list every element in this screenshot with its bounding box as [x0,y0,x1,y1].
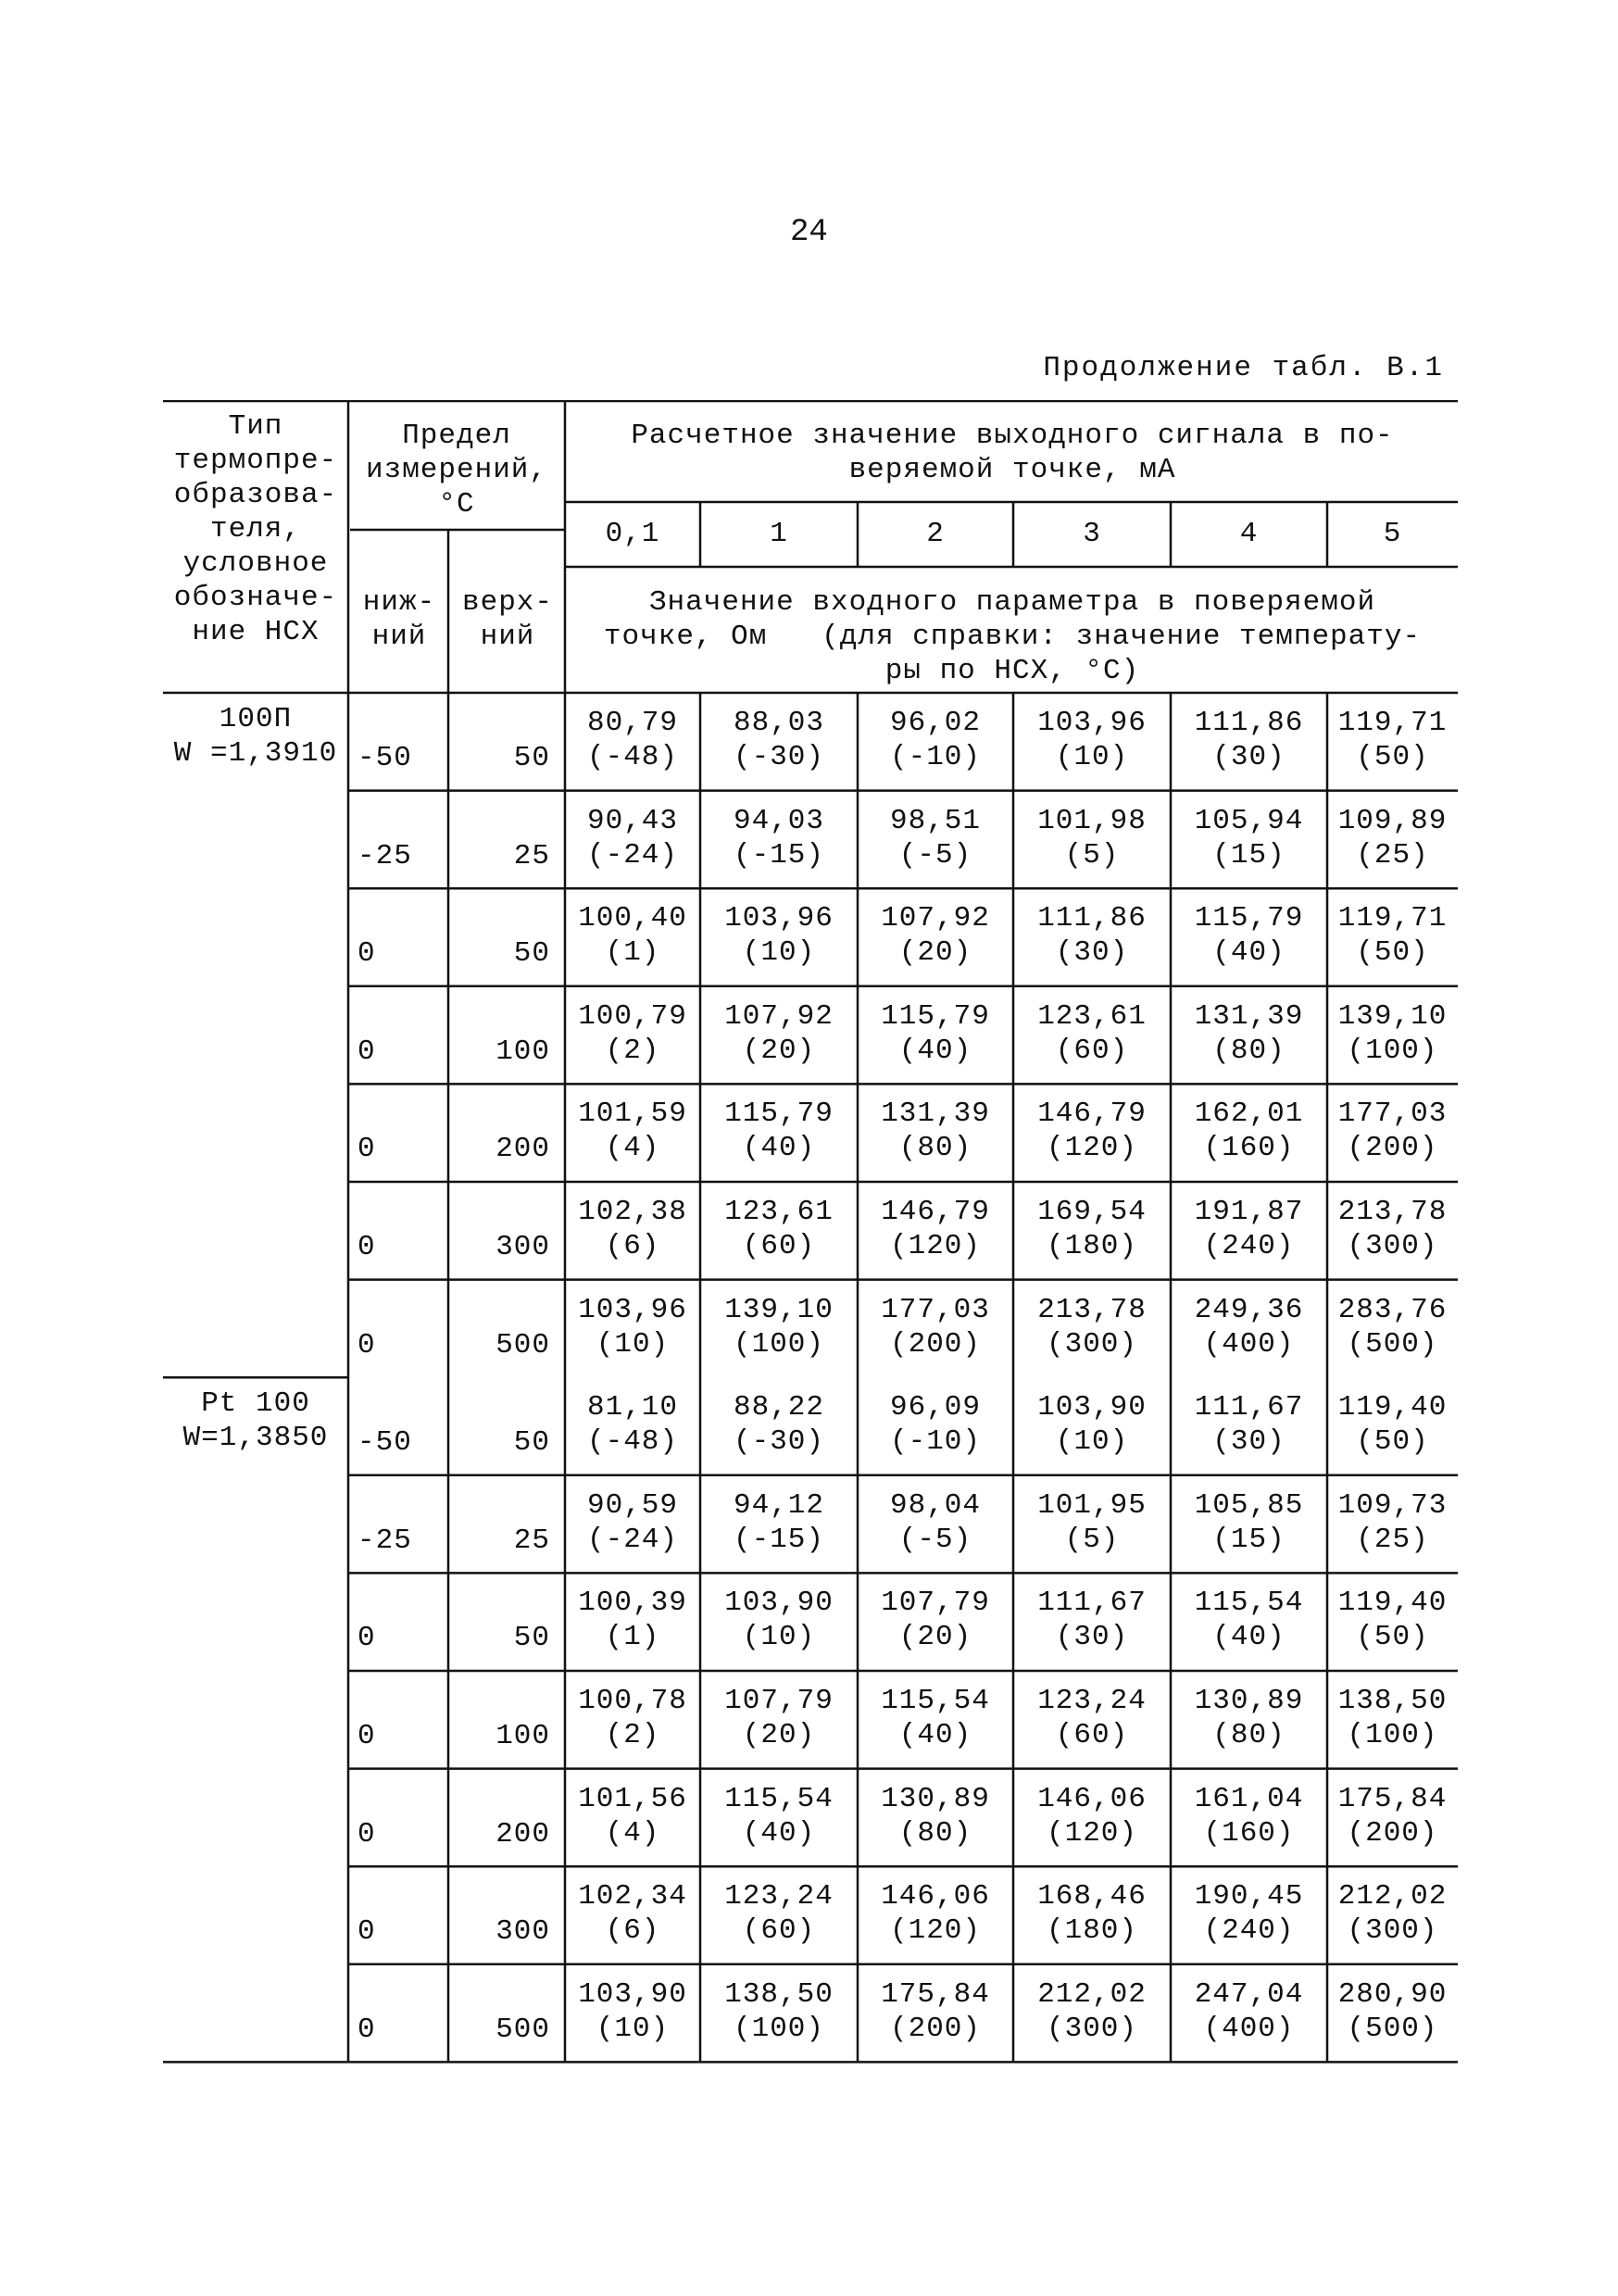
resistance-value-cell: 101,59 (4) [578,1098,687,1165]
resistance-value-cell: 177,03 (200) [1337,1098,1448,1165]
resistance-value-cell: 107,92 (20) [724,999,834,1067]
range-lower-value: 0 [357,1915,376,1949]
range-upper-value: 300 [495,1231,550,1263]
resistance-value-cell: 101,98 (5) [1037,804,1147,872]
resistance-value-cell: 109,89 (25) [1337,804,1448,872]
resistance-value-cell: 123,24 (60) [1037,1685,1147,1751]
sensor-type-label: Pt 100 W=1,3850 [182,1387,329,1455]
resistance-value-cell: 94,03 (-15) [733,804,824,872]
resistance-value-cell: 123,61 (60) [724,1196,834,1262]
resistance-value-cell: 146,06 (120) [1037,1782,1147,1850]
range-upper-value: 25 [513,1524,550,1557]
resistance-value-cell: 94,12 (-15) [733,1488,824,1556]
resistance-value-cell: 100,39 (1) [578,1587,687,1654]
resistance-value-cell: 247,04 (400) [1194,1977,1304,2045]
output-point-label: 5 [1383,518,1402,550]
page-number: 24 [790,215,828,250]
resistance-value-cell: 162,01 (160) [1194,1098,1304,1165]
range-upper-value: 100 [495,1720,550,1752]
table-continuation-caption: Продолжение табл. В.1 [1043,352,1444,384]
resistance-value-cell: 96,09 (-10) [889,1391,981,1459]
resistance-value-cell: 90,59 (-24) [586,1488,678,1556]
resistance-value-cell: 96,02 (-10) [889,707,981,773]
range-lower-value: -25 [357,1524,412,1557]
range-upper-value: 500 [495,1328,550,1361]
header-type-cell: Тип термопре- образова- теля, условное обозначе- ние НСХ [173,410,338,648]
resistance-value-cell: 107,79 (20) [881,1587,990,1654]
range-lower-value: 0 [357,937,376,971]
resistance-value-cell: 139,10 (100) [724,1293,834,1361]
resistance-value-cell: 131,39 (80) [881,1098,990,1165]
resistance-value-cell: 115,79 (40) [724,1098,834,1165]
header-range-cell: Предел измерений, °C [365,420,548,521]
resistance-value-cell: 103,96 (10) [578,1293,687,1361]
resistance-value-cell: 119,40 (50) [1337,1391,1448,1459]
resistance-value-cell: 103,96 (10) [724,902,834,970]
resistance-value-cell: 130,89 (80) [881,1782,990,1850]
resistance-value-cell: 103,90 (10) [578,1977,687,2045]
resistance-value-cell: 138,50 (100) [1337,1685,1448,1751]
resistance-value-cell: 107,92 (20) [881,902,990,970]
range-upper-value: 200 [495,1133,550,1166]
resistance-value-cell: 103,90 (10) [1037,1391,1147,1459]
resistance-value-cell: 102,34 (6) [578,1880,687,1948]
resistance-value-cell: 177,03 (200) [881,1293,990,1361]
range-upper-value: 500 [495,2013,550,2046]
resistance-value-cell: 105,94 (15) [1194,804,1304,872]
calibration-table [163,400,1458,2090]
range-upper-value: 50 [513,742,550,774]
resistance-value-cell: 191,87 (240) [1194,1196,1304,1262]
range-lower-value: -50 [357,742,412,774]
resistance-value-cell: 168,46 (180) [1037,1880,1147,1948]
resistance-value-cell: 115,79 (40) [1194,902,1304,970]
range-lower-value: 0 [357,1622,376,1655]
range-upper-value: 50 [513,1426,550,1460]
resistance-value-cell: 98,04 (-5) [889,1488,981,1556]
sensor-type-label: 100П W =1,3910 [173,703,338,770]
resistance-value-cell: 146,79 (120) [1037,1098,1147,1165]
resistance-value-cell: 138,50 (100) [724,1977,834,2045]
header-lower-cell: ниж- ний [362,586,436,653]
resistance-value-cell: 81,10 (-48) [586,1391,678,1459]
range-lower-value: 0 [357,1133,376,1166]
output-point-label: 2 [926,518,945,550]
resistance-value-cell: 161,04 (160) [1194,1782,1304,1850]
resistance-value-cell: 213,78 (300) [1337,1196,1448,1262]
range-upper-value: 100 [495,1035,550,1068]
resistance-value-cell: 103,96 (10) [1037,707,1147,773]
resistance-value-cell: 139,10 (100) [1337,999,1448,1067]
header-upper-cell: верх- ний [461,586,553,653]
resistance-value-cell: 105,85 (15) [1194,1488,1304,1556]
resistance-value-cell: 130,89 (80) [1194,1685,1304,1751]
resistance-value-cell: 107,79 (20) [724,1685,834,1751]
resistance-value-cell: 100,79 (2) [578,999,687,1067]
range-lower-value: 0 [357,1231,376,1263]
resistance-value-cell: 88,03 (-30) [733,707,824,773]
range-lower-value: 0 [357,1328,376,1361]
resistance-value-cell: 80,79 (-48) [586,707,678,773]
resistance-value-cell: 111,67 (30) [1194,1391,1304,1459]
range-upper-value: 25 [513,839,550,872]
range-lower-value: 0 [357,2013,376,2046]
resistance-value-cell: 123,24 (60) [724,1880,834,1948]
range-upper-value: 200 [495,1817,550,1851]
resistance-value-cell: 175,84 (200) [1337,1782,1448,1850]
resistance-value-cell: 212,02 (300) [1037,1977,1147,2045]
resistance-value-cell: 115,79 (40) [881,999,990,1067]
header-output-title: Расчетное значение выходного сигнала в по- веряемой точке, мА [631,420,1394,486]
output-point-label: 4 [1239,518,1259,550]
header-input-title: Значение входного параметра в поверяемой точке, Ом (для справки: значение температу- ры по НСХ, °C) [603,586,1422,687]
output-point-label: 3 [1083,518,1101,550]
resistance-value-cell: 131,39 (80) [1194,999,1304,1067]
resistance-value-cell: 88,22 (-30) [733,1391,824,1459]
resistance-value-cell: 111,86 (30) [1194,707,1304,773]
resistance-value-cell: 111,67 (30) [1037,1587,1147,1654]
resistance-value-cell: 146,06 (120) [881,1880,990,1948]
resistance-value-cell: 169,54 (180) [1037,1196,1147,1262]
resistance-value-cell: 111,86 (30) [1037,902,1147,970]
resistance-value-cell: 119,71 (50) [1337,902,1448,970]
resistance-value-cell: 90,43 (-24) [586,804,678,872]
range-lower-value: 0 [357,1817,376,1851]
resistance-value-cell: 115,54 (40) [724,1782,834,1850]
output-point-label: 0,1 [605,518,660,550]
resistance-value-cell: 100,40 (1) [578,902,687,970]
resistance-value-cell: 146,79 (120) [881,1196,990,1262]
resistance-value-cell: 213,78 (300) [1037,1293,1147,1361]
resistance-value-cell: 280,90 (500) [1337,1977,1448,2045]
output-point-label: 1 [770,518,788,550]
resistance-value-cell: 249,36 (400) [1194,1293,1304,1361]
resistance-value-cell: 190,45 (240) [1194,1880,1304,1948]
resistance-value-cell: 98,51 (-5) [889,804,981,872]
resistance-value-cell: 115,54 (40) [881,1685,990,1751]
resistance-value-cell: 100,78 (2) [578,1685,687,1751]
resistance-value-cell: 283,76 (500) [1337,1293,1448,1361]
resistance-value-cell: 103,90 (10) [724,1587,834,1654]
resistance-value-cell: 175,84 (200) [881,1977,990,2045]
range-upper-value: 300 [495,1915,550,1949]
resistance-value-cell: 102,38 (6) [578,1196,687,1262]
resistance-value-cell: 212,02 (300) [1337,1880,1448,1948]
resistance-value-cell: 101,95 (5) [1037,1488,1147,1556]
range-lower-value: 0 [357,1035,376,1068]
range-upper-value: 50 [513,1622,550,1655]
range-lower-value: -25 [357,839,412,872]
resistance-value-cell: 101,56 (4) [578,1782,687,1850]
resistance-value-cell: 119,71 (50) [1337,707,1448,773]
resistance-value-cell: 109,73 (25) [1337,1488,1448,1556]
resistance-value-cell: 115,54 (40) [1194,1587,1304,1654]
range-lower-value: -50 [357,1426,412,1460]
range-lower-value: 0 [357,1720,376,1752]
range-upper-value: 50 [513,937,550,971]
resistance-value-cell: 123,61 (60) [1037,999,1147,1067]
resistance-value-cell: 119,40 (50) [1337,1587,1448,1654]
